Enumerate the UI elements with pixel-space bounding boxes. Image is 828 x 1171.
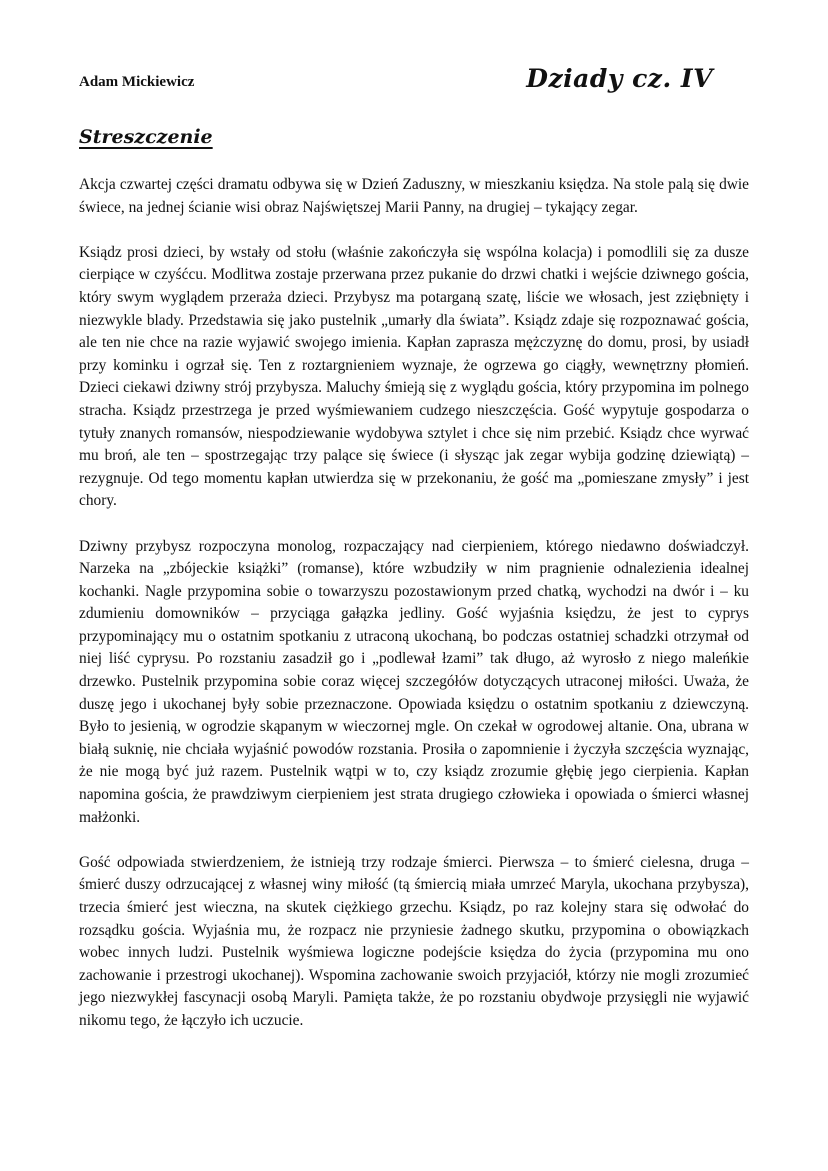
section-heading: Streszczenie [79,126,213,148]
paragraph: Dziwny przybysz rozpoczyna monolog, rozpaczający nad cierpieniem, którego niedawno doświadczył. Narzeka na „zbójeckie książki” (romanse), które wzbudziły w nim pragnienie odnalezienia idealnej kochanki. Nagle przypomina sobie o towarzyszu pozostawionym przed chatką, wychodzi na dwór i – ku zdumieniu domowników – przyciąga gałązka jedliny. Gość wyjaśnia księdzu, że jest to cyprys przypominający mu o ostatnim spotkaniu z utraconą ukochaną, bo podczas ostatniej schadzki otrzymał od niej liść cyprysu. Po rozstaniu zasadził go i „podlewał łzami” tak długo, aż wyrosło z niego maleńkie drzewko. Pustelnik przypomina sobie coraz więcej szczegółów dotyczących utraconej miłości. Uważa, że duszę jego i ukochanej były sobie przeznaczone. Opowiada księdzu o ostatnim spotkaniu z dziewczyną. Było to jesienią, w ogrodzie skąpanym w wieczornej mgle. On czekał w ogrodowej altanie. Ona, ubrana w białą suknię, nie chciała wyjaśnić powodów rozstania. Prosiła o zapomnienie i życzyła szczęścia wyznając, że nie mogą być już razem. Pustelnik wątpi w to, czy ksiądz zrozumie głębię jego cierpienia. Kapłan napomina gościa, że prawdziwym cierpieniem jest strata drugiego człowieka i opowiada o śmierci własnej małżonki. [79,537,749,826]
work-title: Dziady cz. IV [526,64,713,93]
document-body [79,174,749,1055]
paragraph: Gość odpowiada stwierdzeniem, że istnieją trzy rodzaje śmierci. Pierwsza – to śmierć cielesna, druga – śmierć duszy odrzucającej z własnej winy miłość (tą śmiercią miała umrzeć Maryla, ukochana przybysza), trzecia śmierć jest wieczna, na skutek ciężkiego grzechu. Ksiądz, po raz kolejny stara się odwołać do rozsądku gościa. Wyjaśnia mu, że rozpacz nie przyniesie żadnego skutku, przypomina o obowiązkach wobec innych ludzi. Pustelnik wyśmiewa logiczne podejście księdza do życia (przypomina mu ono zachowanie i przestrogi ukochanej). Wspomina zachowanie swoich przyjaciół, którzy nie mogli zrozumieć jego niezwykłej fascynacji osobą Maryli. Pamięta także, że po rozstaniu obydwoje przysięgli nie wyjawić nikomu tego, że łączyło ich uczucie. [79,853,749,1029]
paragraph: Ksiądz prosi dzieci, by wstały od stołu (właśnie zakończyła się wspólna kolacja) i pomodlili się za dusze cierpiące w czyśćcu. Modlitwa zostaje przerwana przez pukanie do drzwi chatki i wejście dziwnego gościa, który swym wyglądem przeraża dzieci. Przybysz ma potarganą szatę, liście we włosach, jest zziębnięty i niezwykle blady. Przedstawia się jako pustelnik „umarły dla świata”. Ksiądz zdaje się rozpoznawać gościa, ale ten nie chce na razie wyjawić swojego imienia. Kapłan zaprasza mężczyznę do domu, prosi, by usiadł przy kominku i ogrzał się. Ten z roztargnieniem wyznaje, że ogrzewa go ciągły, wewnętrzny płomień. Dzieci ciekawi dziwny strój przybysza. Maluchy śmieją się z wyglądu gościa, który przypomina im polnego stracha. Ksiądz przestrzega je przed wyśmiewaniem cudzego nieszczęścia. Gość wypytuje gospodarza o tytuły znanych romansów, niespodziewanie wydobywa sztylet i chce się nim przebić. Ksiądz chce wyrwać mu broń, ale ten – spostrzegając trzy palące się świece (i słysząc jak zegar wybija godzinę dziewiątą) – rezygnuje. Od tego momentu kapłan utwierdza się w przekonaniu, że gość ma „pomieszane zmysły” i jest chory. [79,243,749,510]
author-name: Adam Mickiewicz [79,74,195,90]
paragraph: Akcja czwartej części dramatu odbywa się w Dzień Zaduszny, w mieszkaniu księdza. Na stole palą się dwie świece, na jednej ścianie wisi obraz Najświętszej Marii Panny, na drugiej – tykający zegar. [79,176,749,216]
